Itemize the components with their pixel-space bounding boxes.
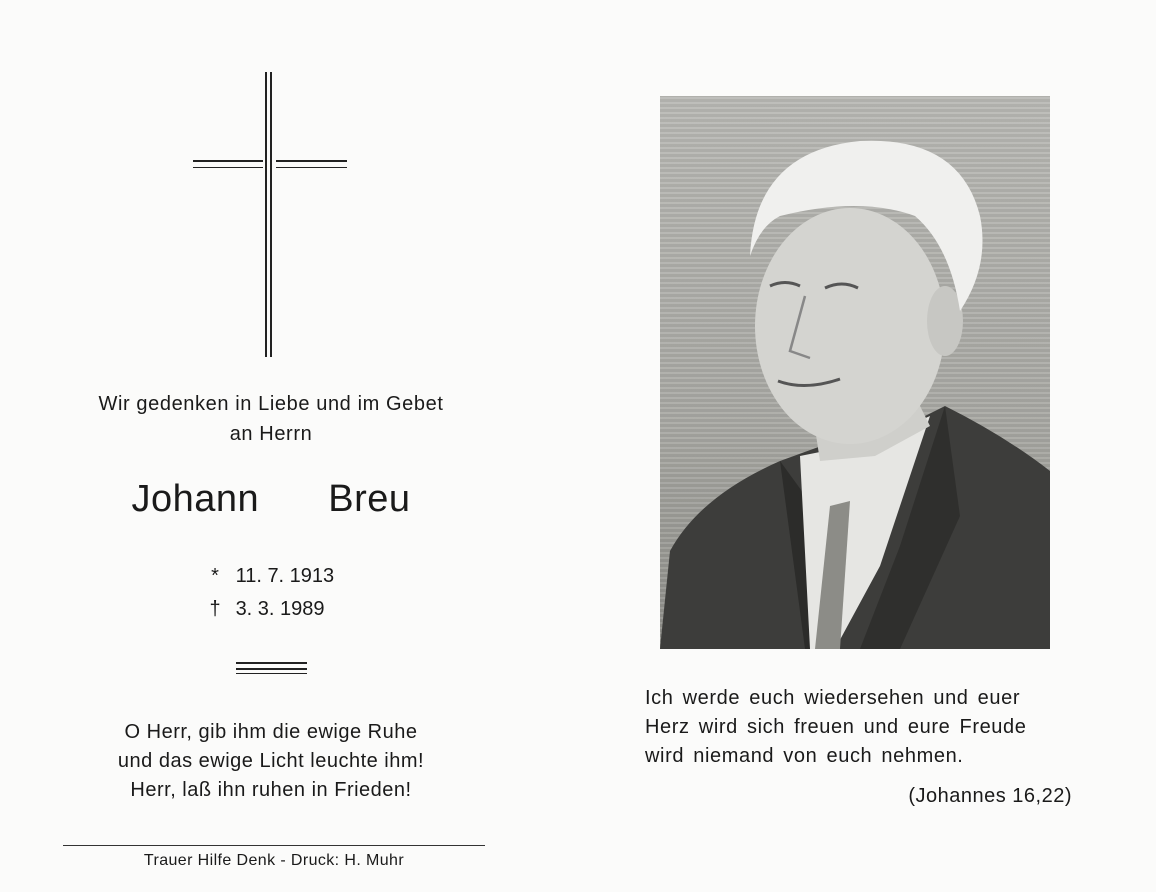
portrait-photo <box>660 96 1050 649</box>
birth-date-row <box>200 565 400 588</box>
death-symbol: † <box>209 598 221 620</box>
printer-credit: Trauer Hilfe Denk - Druck: H. Muhr <box>143 852 405 869</box>
birth-date: 11. 7. 1913 <box>235 565 335 587</box>
death-date-row <box>200 598 400 621</box>
quote-line-3: wird niemand von euch nehmen. <box>645 745 964 767</box>
memorial-intro-line-1: Wir gedenken in Liebe und im Gebet <box>98 393 444 415</box>
quote-citation: (Johannes 16,22) <box>908 785 1072 807</box>
memorial-intro-line-2: an Herrn <box>229 423 313 445</box>
quote-line-1: Ich werde euch wiedersehen und euer <box>645 687 1021 709</box>
footer-rule <box>63 845 485 846</box>
deceased-name: Johann Breu <box>131 478 411 520</box>
quote-line-2: Herz wird sich freuen und eure Freude <box>645 716 1027 738</box>
prayer-line-1: O Herr, gib ihm die ewige Ruhe <box>124 721 418 743</box>
birth-symbol: * <box>211 565 219 587</box>
prayer-line-2: und das ewige Licht leuchte ihm! <box>117 750 425 772</box>
portrait-illustration <box>660 96 1050 649</box>
prayer-line-3: Herr, laß ihn ruhen in Frieden! <box>130 779 412 801</box>
death-date: 3. 3. 1989 <box>235 598 325 620</box>
